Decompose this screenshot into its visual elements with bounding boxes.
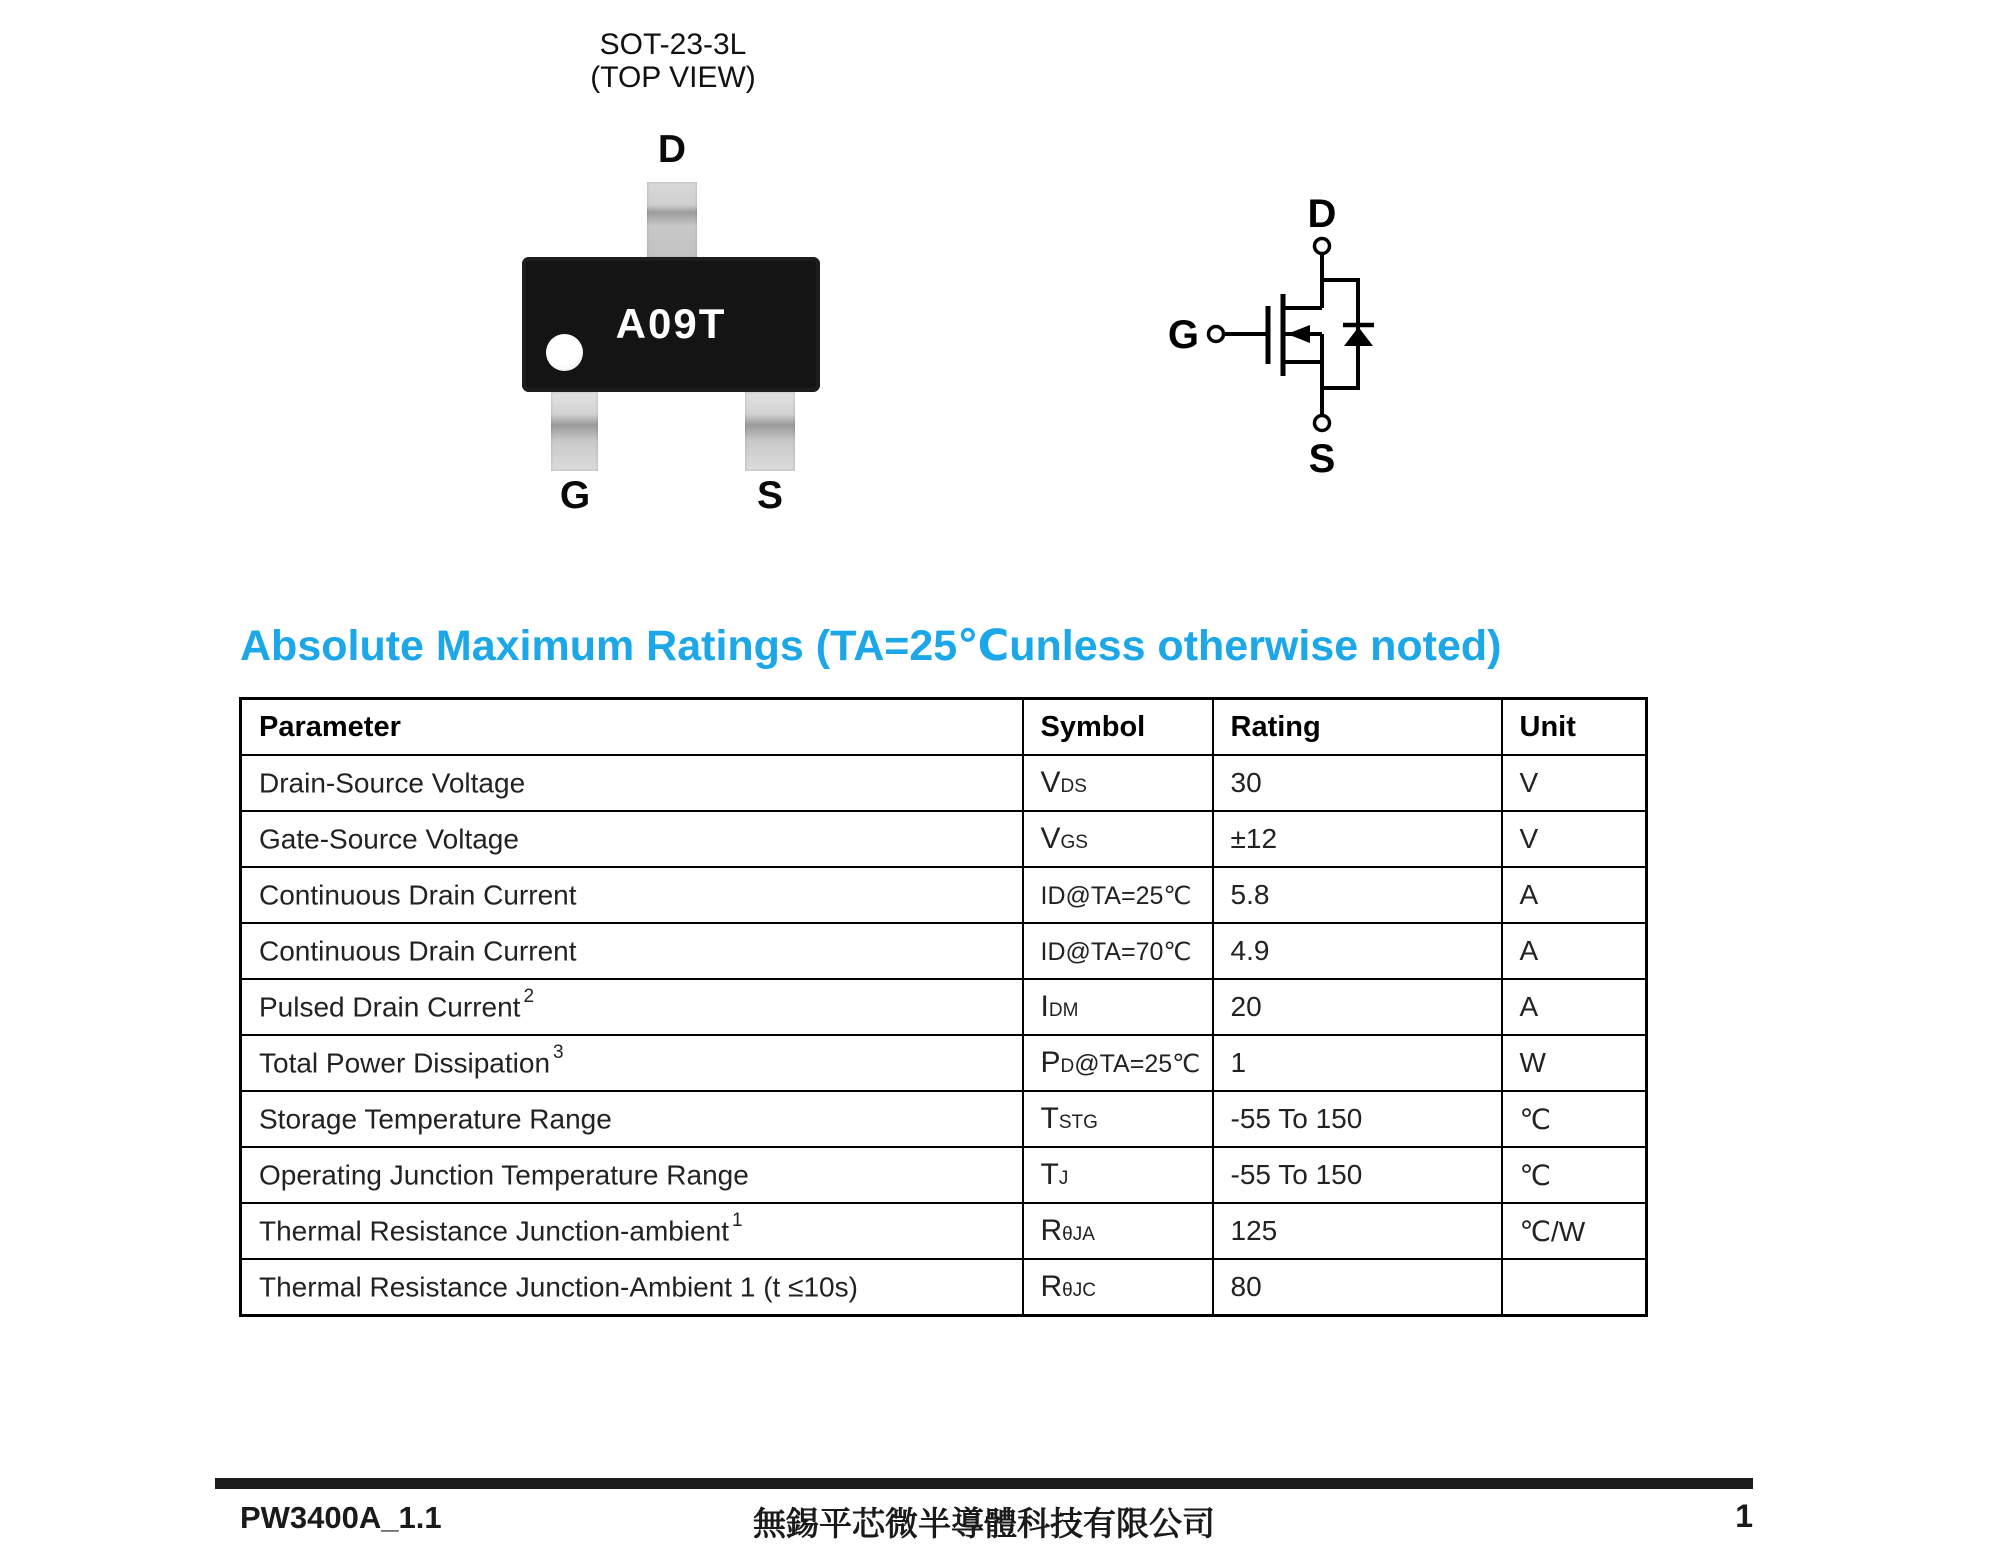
parameter-cell: Continuous Drain Current [241, 923, 1023, 979]
channel-arrow-icon [1287, 325, 1310, 343]
schematic-gate-label: G [1167, 313, 1199, 357]
mosfet-symbol [1130, 180, 1470, 500]
col-header-rating: Rating [1213, 699, 1502, 756]
rating-cell: 1 [1213, 1035, 1502, 1091]
symbol-cell: VGS [1023, 811, 1213, 867]
section-title: Absolute Maximum Ratings (TA=25℃unless otherwise noted) [240, 622, 1502, 670]
rating-cell: -55 To 150 [1213, 1147, 1502, 1203]
table-row [241, 923, 1647, 979]
col-header-symbol: Symbol [1023, 699, 1213, 756]
footer-doc-id: PW3400A_1.1 [240, 1500, 442, 1535]
table-row [241, 811, 1647, 867]
unit-cell: V [1502, 755, 1647, 811]
package-marking: A09T [615, 300, 727, 347]
table-row [241, 1147, 1647, 1203]
parameter-cell: Gate-Source Voltage [241, 811, 1023, 867]
rating-cell: 5.8 [1213, 867, 1502, 923]
footer-company-name: 無錫平芯微半導體科技有限公司 [753, 1505, 1215, 1542]
pin-label-source: S [756, 474, 783, 517]
symbol-cell: ID@TA=70℃ [1023, 923, 1213, 979]
unit-cell: A [1502, 867, 1647, 923]
pin-label-gate: G [559, 474, 591, 517]
parameter-cell: Total Power Dissipation $^3$ [241, 1035, 1023, 1091]
unit-cell: ℃/W [1502, 1203, 1647, 1259]
col-header-unit: Unit [1502, 699, 1647, 756]
rating-cell: 30 [1213, 755, 1502, 811]
unit-cell: ℃ [1502, 1147, 1647, 1203]
ratings-table [239, 697, 1648, 1317]
body-diode-icon [1344, 327, 1373, 346]
pin1-dot [546, 334, 583, 371]
parameter-cell: Thermal Resistance Junction-Ambient 1 (t ≤10s) [241, 1259, 1023, 1316]
table-row [241, 867, 1647, 923]
parameter-cell: Storage Temperature Range [241, 1091, 1023, 1147]
parameter-cell: Thermal Resistance Junction-ambient $^1$ [241, 1203, 1023, 1259]
rating-cell: 4.9 [1213, 923, 1502, 979]
package-view-label: (TOP VIEW) [590, 61, 756, 94]
symbol-cell: ID@TA=25℃ [1023, 867, 1213, 923]
table-row [241, 1091, 1647, 1147]
rating-cell: 125 [1213, 1203, 1502, 1259]
parameter-cell: Pulsed Drain Current $^2$ [241, 979, 1023, 1035]
symbol-cell: TSTG [1023, 1091, 1213, 1147]
rating-cell: ±12 [1213, 811, 1502, 867]
unit-cell: ℃ [1502, 1091, 1647, 1147]
parameter-cell: Drain-Source Voltage [241, 755, 1023, 811]
unit-cell: W [1502, 1035, 1647, 1091]
rating-cell: 80 [1213, 1259, 1502, 1316]
table-row [241, 755, 1647, 811]
package-name: SOT-23-3L [599, 28, 747, 61]
footer-page-number: 1 [1735, 1498, 1753, 1534]
symbol-cell: VDS [1023, 755, 1213, 811]
rating-cell: 20 [1213, 979, 1502, 1035]
parameter-cell: Continuous Drain Current [241, 867, 1023, 923]
table-header-row [241, 699, 1647, 756]
unit-cell: V [1502, 811, 1647, 867]
col-header-parameter: Parameter [241, 699, 1023, 756]
unit-cell: A [1502, 923, 1647, 979]
symbol-cell: PD@TA=25℃ [1023, 1035, 1213, 1091]
table-row [241, 1203, 1647, 1259]
table-row [241, 1035, 1647, 1091]
symbol-cell: TJ [1023, 1147, 1213, 1203]
schematic-source-label: S [1308, 437, 1336, 481]
package-title [473, 28, 873, 94]
symbol-cell: IDM [1023, 979, 1213, 1035]
table-row [241, 1259, 1647, 1316]
table-row [241, 979, 1647, 1035]
package-pin-gate [551, 392, 598, 471]
unit-cell: A [1502, 979, 1647, 1035]
rating-cell: -55 To 150 [1213, 1091, 1502, 1147]
package-pin-drain [647, 182, 697, 258]
symbol-cell: RθJC [1023, 1259, 1213, 1316]
parameter-cell: Operating Junction Temperature Range [241, 1147, 1023, 1203]
schematic-drain-label: D [1307, 192, 1337, 236]
unit-cell [1502, 1259, 1647, 1316]
footer-divider [215, 1478, 1753, 1489]
symbol-cell: RθJA [1023, 1203, 1213, 1259]
package-pin-source [745, 392, 795, 471]
pin-label-drain: D [657, 128, 687, 171]
